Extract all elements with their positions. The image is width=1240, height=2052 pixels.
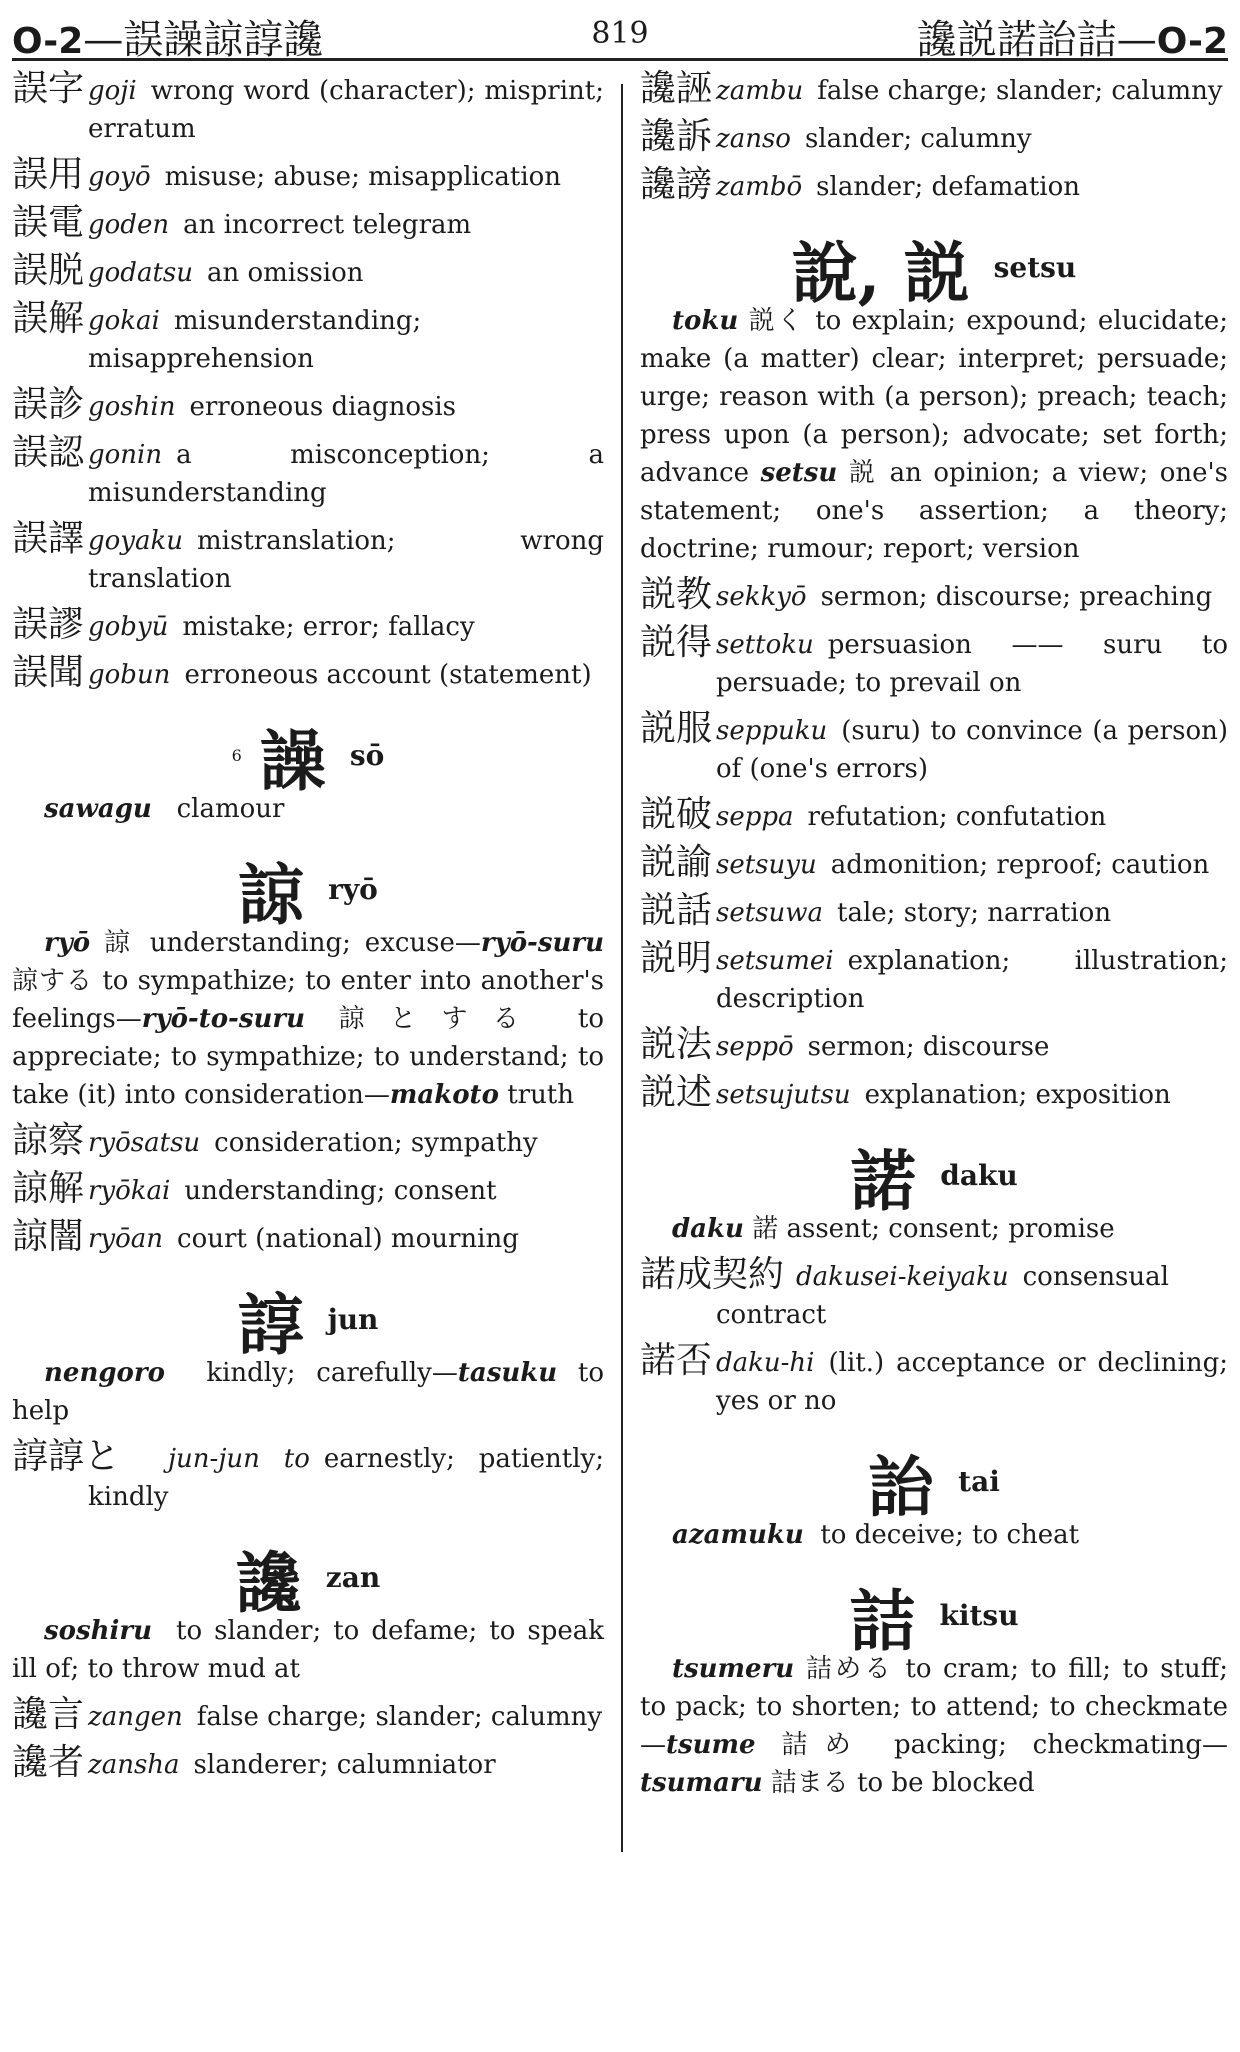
header-left-chars: —誤譟諒諄讒 — [83, 17, 324, 63]
entry-romaji: godatsu — [88, 258, 193, 288]
dictionary-entry — [12, 250, 604, 292]
entry-gloss: admonition; reproof; caution — [830, 850, 1210, 880]
dictionary-entry — [12, 298, 604, 378]
definition-text: to help — [12, 1358, 604, 1426]
entry-kanji: 諒解 — [12, 1168, 85, 1209]
character-heading — [640, 1128, 1228, 1220]
headword: makoto — [389, 1080, 499, 1110]
dictionary-entry — [12, 652, 604, 694]
heading-character: 詒 — [868, 1448, 935, 1526]
headword: tsume — [666, 1730, 756, 1760]
heading-reading: zan — [325, 1561, 381, 1594]
dictionary-entry — [12, 202, 604, 244]
dictionary-entry — [640, 1024, 1228, 1066]
page-number: 819 — [591, 16, 649, 51]
dictionary-entry — [12, 154, 604, 196]
right-column — [640, 68, 1229, 1812]
headword: azamuku — [672, 1520, 804, 1550]
left-column — [12, 68, 605, 1794]
entry-gloss: false charge; slander; calumny — [196, 1702, 603, 1732]
heading-character: 讒 — [235, 1544, 302, 1622]
dictionary-entry — [12, 1742, 604, 1784]
entry-gloss: explanation; illustration; description — [716, 946, 1228, 1014]
headword: daku — [672, 1214, 744, 1244]
entry-gloss: misuse; abuse; misapplication — [164, 162, 562, 192]
definition-text: to cram; to fill; to stuff; to pack; to shorten; to attend; to checkmate— — [640, 1654, 1229, 1760]
entry-romaji: goyō — [88, 162, 151, 192]
header-left-code: O-2 — [12, 21, 84, 62]
heading-character: 詰 — [849, 1582, 916, 1660]
headword: nengoro — [44, 1358, 165, 1388]
entry-gloss: consideration; sympathy — [214, 1128, 538, 1158]
entry-kanji: 諾否 — [640, 1340, 713, 1381]
definition-paragraph — [640, 1516, 1228, 1554]
definition-text: to explain; expound; elucidate; make (a matter) clear; interpret; persuade; urge; reason with (a person); preach; teach; press upon (a person); advocate; set forth; advance — [640, 306, 1228, 488]
entry-kanji: 誤用 — [12, 154, 85, 195]
entry-romaji: setsuyu — [716, 850, 817, 880]
entry-romaji: gonin — [88, 440, 163, 470]
entry-gloss: erroneous diagnosis — [189, 392, 456, 422]
definition-paragraph — [640, 1650, 1228, 1802]
headword: tsumeru — [672, 1654, 795, 1684]
entry-gloss: wrong word (character); misprint; erratum — [88, 76, 604, 144]
heading-reading: kitsu — [939, 1599, 1019, 1632]
dictionary-entry — [12, 68, 604, 148]
entry-group — [12, 1694, 604, 1784]
heading-reading: setsu — [993, 251, 1077, 284]
entry-group — [640, 68, 1228, 206]
entry-romaji: setsujutsu — [716, 1080, 851, 1110]
entry-romaji: seppō — [716, 1032, 794, 1062]
entry-romaji: ryōan — [88, 1224, 164, 1254]
definition-text: to be blocked — [857, 1768, 1035, 1798]
headword: soshiru — [44, 1616, 152, 1646]
headword: ryō-to-suru — [141, 1004, 305, 1034]
entry-kanji: 讒言 — [12, 1694, 85, 1735]
entry-romaji: goden — [88, 210, 170, 240]
entry-gloss: understanding; consent — [184, 1176, 497, 1206]
dictionary-entry — [640, 938, 1228, 1018]
entry-gloss: slander; defamation — [816, 172, 1081, 202]
heading-reading: daku — [940, 1159, 1018, 1192]
entry-kanji: 諄諄と — [12, 1436, 121, 1477]
japanese-form: 詰まる — [770, 1768, 849, 1798]
heading-character: 譟 — [259, 722, 326, 800]
entry-gloss: false charge; slander; calumny — [817, 76, 1223, 106]
entry-romaji: dakusei-keiyaku — [796, 1262, 1009, 1292]
entry-kanji: 説教 — [640, 574, 713, 615]
entry-kanji: 誤譯 — [12, 518, 85, 559]
definition-text: clamour — [176, 794, 285, 824]
japanese-form: 諒とする — [338, 1004, 545, 1034]
entry-romaji: setsumei — [716, 946, 834, 976]
character-heading — [12, 1272, 604, 1364]
dictionary-entry — [12, 1436, 604, 1516]
entry-kanji: 誤診 — [12, 384, 85, 425]
entry-gloss: sermon; discourse — [807, 1032, 1050, 1062]
japanese-form: 諒する — [12, 966, 94, 996]
entry-romaji: ryōkai — [88, 1176, 171, 1206]
entry-gloss: mistake; error; fallacy — [182, 612, 475, 642]
entry-group — [12, 68, 604, 694]
entry-kanji: 諒察 — [12, 1120, 85, 1161]
entry-gloss: a misconception; a misunderstanding — [88, 440, 604, 508]
heading-mark: 6 — [231, 746, 242, 765]
entry-group — [640, 574, 1228, 1114]
japanese-form: 諒 — [104, 928, 136, 958]
dictionary-entry — [640, 1340, 1228, 1420]
entry-gloss: (lit.) acceptance or declining; yes or no — [716, 1348, 1228, 1416]
entry-gloss: an omission — [206, 258, 364, 288]
heading-reading: jun — [327, 1303, 379, 1336]
entry-romaji: zangen — [88, 1702, 183, 1732]
entry-kanji: 誤脱 — [12, 250, 85, 291]
headword: toku — [672, 306, 739, 336]
headword: tasuku — [457, 1358, 558, 1388]
entry-kanji: 誤認 — [12, 432, 85, 473]
character-heading — [640, 1434, 1228, 1526]
definition-text: kindly; carefully— — [206, 1358, 458, 1388]
heading-character: 諄 — [237, 1286, 304, 1364]
entry-gloss: tale; story; narration — [837, 898, 1112, 928]
dictionary-entry — [640, 842, 1228, 884]
definition-paragraph — [12, 924, 604, 1114]
japanese-form: 説く — [748, 306, 805, 336]
entry-kanji: 説明 — [640, 938, 713, 979]
entry-kanji: 誤字 — [12, 68, 85, 109]
definition-text: packing; checkmating— — [894, 1730, 1228, 1760]
dictionary-entry — [640, 708, 1228, 788]
japanese-form: 詰める — [805, 1654, 894, 1684]
dictionary-entry — [12, 1216, 604, 1258]
entry-romaji: ryōsatsu — [88, 1128, 201, 1158]
headword: ryō-suru — [480, 928, 604, 958]
entry-gloss: erroneous account (statement) — [184, 660, 592, 690]
entry-group — [640, 1254, 1228, 1420]
heading-reading: tai — [958, 1465, 1000, 1498]
entry-gloss: an incorrect telegram — [183, 210, 472, 240]
dictionary-entry — [640, 622, 1228, 702]
dictionary-entry — [640, 116, 1228, 158]
entry-romaji: zambu — [716, 76, 804, 106]
heading-reading: ryō — [328, 873, 378, 906]
headword: tsumaru — [640, 1768, 763, 1798]
definition-text: truth — [507, 1080, 575, 1110]
entry-romaji: seppa — [716, 802, 794, 832]
heading-character: 諾 — [850, 1142, 917, 1220]
definition-paragraph — [640, 1210, 1228, 1248]
entry-gloss: refutation; confutation — [807, 802, 1107, 832]
headword: ryō — [44, 928, 91, 958]
header-right-chars: 讒説諾詒詰— — [916, 17, 1157, 63]
entry-gloss: (suru) to convince (a person) of (one's errors) — [716, 716, 1228, 784]
character-heading — [12, 842, 604, 934]
entry-kanji: 誤電 — [12, 202, 85, 243]
definition-paragraph — [12, 1354, 604, 1430]
japanese-form: 説 — [848, 458, 879, 488]
entry-kanji: 説破 — [640, 794, 713, 835]
definition-text: assent; consent; promise — [786, 1214, 1115, 1244]
dictionary-entry — [12, 1120, 604, 1162]
definition-text: to slander; to defame; to speak ill of; to throw mud at — [12, 1616, 604, 1684]
heading-character: 諒 — [238, 856, 305, 934]
entry-kanji: 讒者 — [12, 1742, 85, 1783]
entry-gloss: court (national) mourning — [177, 1224, 519, 1254]
entry-kanji: 説得 — [640, 622, 713, 663]
definition-text: to sympathize; to enter into another's feelings— — [12, 966, 605, 1034]
entry-gloss: slander; calumny — [804, 124, 1032, 154]
entry-kanji: 説諭 — [640, 842, 713, 883]
definition-paragraph — [640, 302, 1228, 568]
entry-gloss: consensual contract — [716, 1262, 1169, 1330]
japanese-form: 諾 — [752, 1214, 779, 1244]
page-header — [12, 6, 1228, 61]
definition-text: to appreciate; to sympathize; to understand; to take (it) into consideration— — [12, 1004, 604, 1110]
dictionary-entry — [640, 68, 1228, 110]
entry-romaji: gokai — [88, 306, 160, 336]
entry-kanji: 誤聞 — [12, 652, 85, 693]
entry-romaji: jun-jun to — [168, 1444, 310, 1474]
character-heading — [12, 708, 604, 800]
entry-kanji: 誤謬 — [12, 604, 85, 645]
entry-kanji: 諾成契約 — [640, 1254, 785, 1295]
entry-romaji: setsuwa — [716, 898, 824, 928]
entry-gloss: slanderer; calumniator — [193, 1750, 496, 1780]
entry-kanji: 説話 — [640, 890, 713, 931]
character-heading — [12, 1530, 604, 1622]
dictionary-entry — [640, 574, 1228, 616]
dictionary-entry — [12, 1168, 604, 1210]
headword: setsu — [760, 458, 838, 488]
entry-romaji: daku-hi — [716, 1348, 815, 1378]
header-right — [917, 8, 1228, 65]
dictionary-entry — [12, 1694, 604, 1736]
entry-romaji: sekkyō — [716, 582, 807, 612]
dictionary-entry — [640, 794, 1228, 836]
dictionary-entry — [12, 384, 604, 426]
dictionary-entry — [12, 604, 604, 646]
definition-text: an opinion; a view; one's statement; one's assertion; a theory; doctrine; rumour; report; version — [640, 458, 1228, 564]
japanese-form: 詰め — [781, 1730, 869, 1760]
dictionary-entry — [640, 1254, 1228, 1334]
entry-gloss: explanation; exposition — [864, 1080, 1171, 1110]
definition-text: to deceive; to cheat — [820, 1520, 1080, 1550]
heading-reading: sō — [349, 739, 385, 772]
entry-romaji: gobyū — [88, 612, 169, 642]
entry-romaji: goshin — [88, 392, 176, 422]
entry-romaji: zambō — [716, 172, 803, 202]
entry-romaji: goyaku — [88, 526, 183, 556]
entry-kanji: 讒誣 — [640, 68, 713, 109]
definition-text: understanding; excuse— — [149, 928, 481, 958]
entry-romaji: zanso — [716, 124, 791, 154]
entry-gloss: earnestly; patiently; kindly — [88, 1444, 604, 1512]
character-heading — [640, 1568, 1228, 1660]
heading-character: 說, 説 — [791, 234, 970, 312]
entry-romaji: settoku — [716, 630, 814, 660]
character-heading — [640, 220, 1228, 312]
dictionary-entry — [12, 518, 604, 598]
entry-romaji: gobun — [88, 660, 171, 690]
dictionary-entry — [640, 1072, 1228, 1114]
entry-gloss: mistranslation; wrong translation — [88, 526, 604, 594]
dictionary-entry — [640, 164, 1228, 206]
entry-kanji: 説法 — [640, 1024, 713, 1065]
entry-gloss: misunderstanding; misapprehension — [88, 306, 422, 374]
entry-kanji: 説述 — [640, 1072, 713, 1113]
entry-gloss: persuasion —— suru to persuade; to prevail on — [716, 630, 1228, 698]
entry-romaji: seppuku — [716, 716, 828, 746]
header-right-code: O-2 — [1156, 21, 1228, 62]
entry-kanji: 讒訴 — [640, 116, 713, 157]
column-divider — [621, 84, 623, 1852]
entry-kanji: 説服 — [640, 708, 713, 749]
entry-romaji: goji — [88, 76, 137, 106]
dictionary-entry — [12, 432, 604, 512]
entry-group — [12, 1120, 604, 1258]
entry-kanji: 誤解 — [12, 298, 85, 339]
entry-kanji: 讒謗 — [640, 164, 713, 205]
entry-kanji: 諒闇 — [12, 1216, 85, 1257]
entry-romaji: zansha — [88, 1750, 180, 1780]
definition-paragraph — [12, 1612, 604, 1688]
entry-gloss: sermon; discourse; preaching — [820, 582, 1213, 612]
dictionary-entry — [640, 890, 1228, 932]
headword: sawagu — [44, 794, 152, 824]
